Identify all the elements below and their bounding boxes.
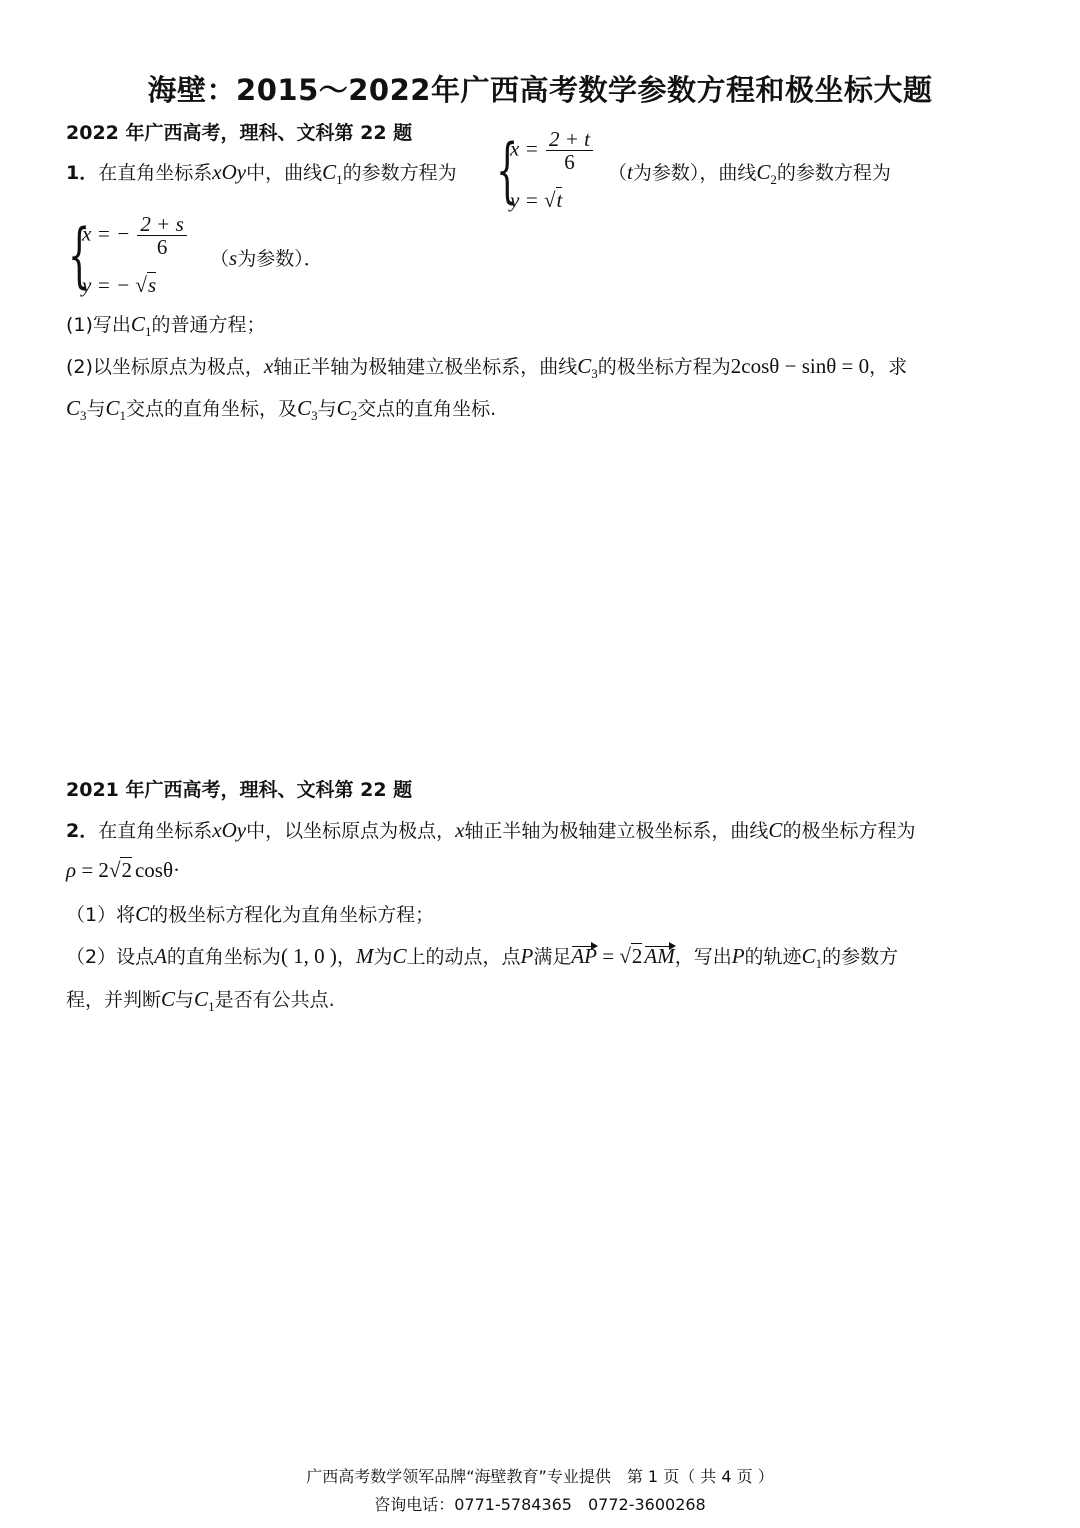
part2-text-h: 交点的直角坐标. bbox=[357, 398, 497, 420]
p2-text-c: ， bbox=[336, 946, 356, 968]
p2-text-i: 的参数方 bbox=[822, 946, 899, 968]
curve-c: C bbox=[135, 902, 150, 926]
point-p: P bbox=[731, 944, 745, 968]
curve-c: C bbox=[297, 396, 312, 420]
parametric-system-c1 bbox=[496, 128, 592, 218]
var-xoy: xOy bbox=[212, 818, 247, 842]
question-2-part-2-line2 bbox=[66, 985, 335, 1015]
footer-brand-line: 广西高考数学领军品牌“海壁教育”专业提供 第 1 页（ 共 4 页 ） bbox=[306, 1467, 774, 1486]
point-coords: ( 1, 0 ) bbox=[280, 944, 337, 968]
point-a: A bbox=[154, 944, 167, 968]
p2-text-b: 的直角坐标为 bbox=[166, 946, 281, 968]
q1-text-e: 的参数方程为 bbox=[776, 162, 891, 184]
p2-text-h: 的轨迹 bbox=[744, 946, 802, 968]
p1-text-a: （1）将 bbox=[66, 904, 136, 926]
q1-text-c: 的参数方程为 bbox=[342, 162, 457, 184]
curve-c: C bbox=[768, 818, 783, 842]
question-1-stem bbox=[66, 158, 457, 188]
part2-text-f: 交点的直角坐标，及 bbox=[126, 398, 298, 420]
vector-am: AM bbox=[644, 944, 675, 968]
subscript: 2 bbox=[770, 171, 777, 187]
q2-text-b: 中，以坐标原点为极点， bbox=[246, 820, 456, 842]
q1-text-a: 在直角坐标系 bbox=[98, 162, 213, 184]
fraction bbox=[137, 213, 186, 258]
subscript: 1 bbox=[208, 998, 215, 1014]
curve-c: C bbox=[130, 312, 145, 336]
curve-c: C bbox=[801, 944, 816, 968]
eq-lhs: x = − bbox=[82, 221, 131, 246]
part2-text-e: 与 bbox=[86, 398, 106, 420]
q2-text-d: 的极坐标方程为 bbox=[782, 820, 916, 842]
eq-y bbox=[510, 188, 562, 213]
question-1-part-2-line1 bbox=[66, 352, 907, 382]
part1-text-a: (1)写出 bbox=[66, 314, 131, 336]
part2-text-g: 与 bbox=[317, 398, 337, 420]
paren-open: （ bbox=[210, 248, 230, 270]
p2-text-e: 上的动点，点 bbox=[406, 946, 521, 968]
subscript: 3 bbox=[311, 407, 318, 423]
eq-x bbox=[510, 128, 595, 173]
curve-c: C bbox=[756, 160, 771, 184]
sqrt-icon: √ bbox=[135, 273, 147, 297]
fraction bbox=[546, 128, 593, 173]
curve-c: C bbox=[577, 354, 592, 378]
denominator: 6 bbox=[156, 235, 168, 260]
eq-lhs: x = bbox=[510, 136, 539, 161]
p2-text-k: 与 bbox=[175, 989, 195, 1011]
p2-text-f: 满足 bbox=[533, 946, 572, 968]
sqrt-icon: √ bbox=[108, 858, 121, 882]
var-x: x bbox=[263, 354, 274, 378]
subscript: 1 bbox=[336, 171, 343, 187]
curve-c: C bbox=[336, 396, 351, 420]
part2-text-a: (2)以坐标原点为极点， bbox=[66, 356, 264, 378]
radicand: s bbox=[147, 273, 157, 297]
parametric-system-c2 bbox=[68, 213, 188, 303]
radicand: 2 bbox=[631, 944, 643, 968]
page-title: 海壁：2015～2022年广西高考数学参数方程和极坐标大题 bbox=[147, 73, 933, 107]
curve-c: C bbox=[322, 160, 337, 184]
p2-text-a: （2）设点 bbox=[66, 946, 155, 968]
question-number: 2． bbox=[66, 820, 99, 842]
question-2-part-2-line1 bbox=[66, 942, 898, 972]
numerator: 2 + t bbox=[546, 128, 593, 151]
q2-text-a: 在直角坐标系 bbox=[98, 820, 213, 842]
eq-end: · bbox=[173, 858, 181, 882]
point-p: P bbox=[520, 944, 534, 968]
radicand: 2 bbox=[121, 858, 132, 882]
question-number: 1． bbox=[66, 162, 99, 184]
subscript: 1 bbox=[119, 407, 127, 423]
p2-text-l: 是否有公共点. bbox=[214, 989, 335, 1011]
numerator: 2 + s bbox=[137, 213, 186, 236]
subscript: 1 bbox=[144, 323, 152, 339]
var-x: x bbox=[455, 818, 465, 842]
curve-c: C bbox=[194, 987, 209, 1011]
subscript: 3 bbox=[80, 407, 87, 423]
curve-c: C bbox=[161, 987, 176, 1011]
q1-text-d: 为参数），曲线 bbox=[632, 162, 757, 184]
p2-text-d: 为 bbox=[373, 946, 393, 968]
var-t: t bbox=[627, 160, 633, 184]
eq-y bbox=[82, 273, 156, 298]
paren-open: （ bbox=[608, 162, 628, 184]
footer-contact-line: 咨询电话：0771-5784365 0772-3600268 bbox=[374, 1495, 706, 1514]
question-2-part-1 bbox=[66, 900, 434, 927]
subscript: 2 bbox=[350, 407, 358, 423]
curve-c: C bbox=[105, 396, 120, 420]
question-1-stem-cont bbox=[608, 158, 891, 188]
p2-text-g: ，写出 bbox=[674, 946, 732, 968]
section-heading-2021: 2021 年广西高考，理科、文科第 22 题 bbox=[66, 779, 413, 801]
p2-text-j: 程，并判断 bbox=[66, 989, 162, 1011]
polar-equation: 2cosθ − sinθ = 0 bbox=[730, 354, 870, 378]
eq-coef: = 2 bbox=[76, 858, 109, 882]
var-s: s bbox=[229, 246, 238, 270]
q1-text-b: 中，曲线 bbox=[246, 162, 323, 184]
cos-theta: cosθ bbox=[134, 858, 174, 882]
left-brace: { bbox=[68, 214, 91, 296]
part2-text-d: ，求 bbox=[869, 356, 908, 378]
polar-equation-rho bbox=[66, 858, 180, 883]
var-xoy: xOy bbox=[212, 160, 247, 184]
question-1-part-1 bbox=[66, 310, 265, 340]
part2-text-c: 的极坐标方程为 bbox=[597, 356, 731, 378]
radicand: t bbox=[556, 188, 563, 212]
part2-text-b: 轴正半轴为极轴建立极坐标系，曲线 bbox=[273, 356, 578, 378]
sqrt-icon: √ bbox=[619, 944, 631, 968]
curve-c: C bbox=[392, 944, 407, 968]
curve-c: C bbox=[66, 396, 81, 420]
vector-ap: AP bbox=[571, 944, 597, 968]
q2-text-c: 轴正半轴为极轴建立极坐标系，曲线 bbox=[464, 820, 769, 842]
eq-lhs: y = − bbox=[82, 273, 131, 297]
eq-x bbox=[82, 213, 189, 258]
subscript: 1 bbox=[815, 955, 823, 971]
equals-sign: = bbox=[597, 944, 620, 968]
p1-text-b: 的极坐标方程化为直角坐标方程； bbox=[149, 904, 435, 926]
sqrt-icon: √ bbox=[544, 188, 556, 212]
point-m: M bbox=[355, 944, 374, 968]
var-rho: ρ bbox=[66, 858, 77, 882]
part1-text-b: 的普通方程； bbox=[151, 314, 266, 336]
s-param-note bbox=[210, 244, 323, 271]
s-param-text: 为参数）． bbox=[237, 248, 323, 270]
subscript: 3 bbox=[591, 365, 598, 381]
question-1-part-2-line2 bbox=[66, 394, 496, 424]
question-2-stem bbox=[66, 816, 915, 843]
denominator: 6 bbox=[564, 150, 575, 175]
left-brace: { bbox=[496, 129, 519, 211]
section-heading-2022: 2022 年广西高考，理科、文科第 22 题 bbox=[66, 122, 413, 144]
eq-lhs: y = bbox=[510, 188, 539, 212]
